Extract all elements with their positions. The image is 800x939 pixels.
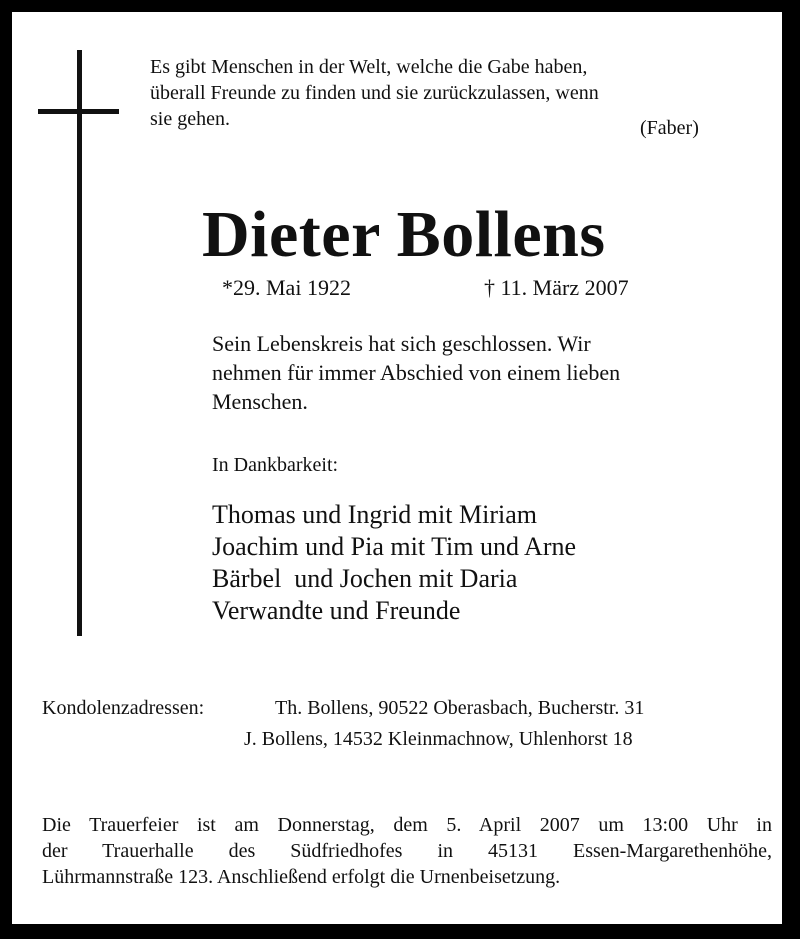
- gratitude-label: In Dankbarkeit:: [212, 454, 339, 476]
- deceased-name: Dieter Bollens: [202, 198, 606, 271]
- message-line: nehmen für immer Abschied von einem lieben: [212, 360, 621, 385]
- mourner-entry: Joachim und Pia mit Tim und Arne: [212, 532, 577, 561]
- message-line: Sein Lebenskreis hat sich geschlossen. Wir: [212, 331, 591, 356]
- mourner-entry: Verwandte und Freunde: [212, 596, 461, 625]
- obituary-notice: [12, 12, 782, 924]
- mourners-list: [212, 499, 576, 627]
- quote: [150, 54, 720, 132]
- condolence-address: J. Bollens, 14532 Kleinmachnow, Uhlenhorst 18: [244, 728, 633, 750]
- birth-date: *29. Mai 1922: [222, 275, 351, 300]
- death-date: † 11. März 2007: [484, 275, 629, 300]
- farewell-message: [212, 329, 752, 416]
- message-line: Menschen.: [212, 389, 308, 414]
- quote-line: Es gibt Menschen in der Welt, welche die Gabe haben,: [150, 56, 588, 78]
- condolence-label: Kondolenzadressen:: [42, 697, 205, 719]
- mourner-entry: Thomas und Ingrid mit Miriam: [212, 500, 537, 529]
- mourner-entry: Bärbel und Jochen mit Daria: [212, 564, 518, 593]
- funeral-line: Die Trauerfeier ist am Donnerstag, dem 5. April 2007 um 13:00 Uhr in: [42, 814, 772, 836]
- quote-author: (Faber): [640, 117, 699, 139]
- funeral-line: der Trauerhalle des Südfriedhofes in 45131 Essen-Margarethenhöhe,: [42, 840, 772, 862]
- funeral-line: Lührmannstraße 123. Anschließend erfolgt die Urnenbeisetzung.: [42, 866, 561, 888]
- cross-icon-bar: [38, 109, 119, 114]
- condolence-address: Th. Bollens, 90522 Oberasbach, Bucherstr. 31: [275, 697, 645, 719]
- funeral-info: [42, 812, 772, 890]
- cross-icon: [77, 50, 82, 636]
- quote-line: überall Freunde zu finden und sie zurückzulassen, wenn: [150, 82, 599, 104]
- quote-line: sie gehen.: [150, 108, 230, 130]
